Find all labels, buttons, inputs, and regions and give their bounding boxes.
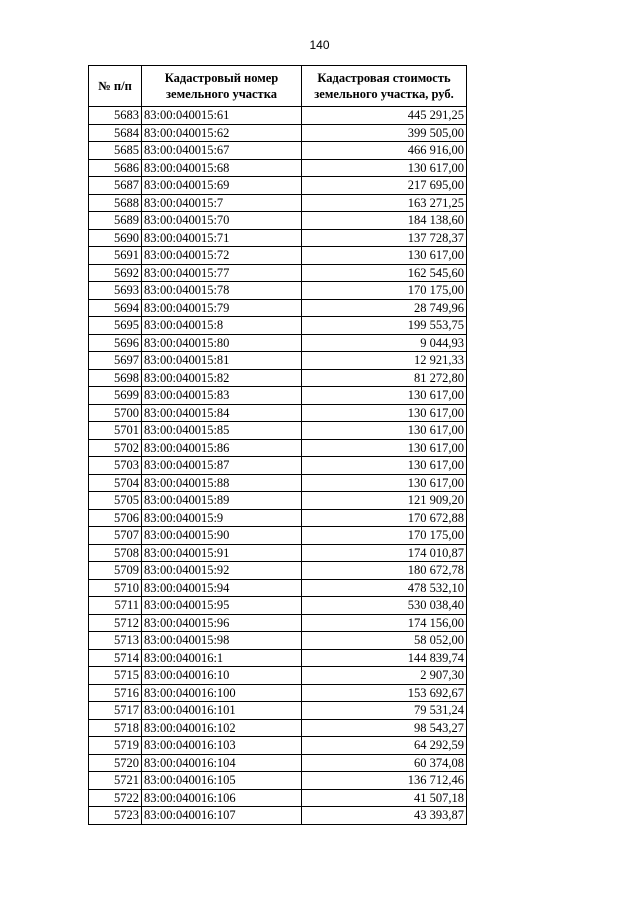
table-row: [89, 369, 467, 387]
table-row: [89, 474, 467, 492]
cadastral-value-cell: 130 617,00: [302, 422, 467, 440]
cadastral-number-cell: 83:00:040015:68: [142, 159, 302, 177]
row-number-cell: 5695: [89, 317, 142, 335]
column-header-cadastral-number: Кадастровый номер земельного участка: [142, 66, 302, 107]
row-number-cell: 5685: [89, 142, 142, 160]
row-number-cell: 5709: [89, 562, 142, 580]
cadastral-value-cell: 43 393,87: [302, 807, 467, 825]
table-row: [89, 107, 467, 125]
column-header-number: № п/п: [89, 66, 142, 107]
cadastral-value-cell: 144 839,74: [302, 649, 467, 667]
cadastral-number-cell: 83:00:040015:96: [142, 614, 302, 632]
row-number-cell: 5706: [89, 509, 142, 527]
table-row: [89, 212, 467, 230]
cadastral-value-cell: 170 175,00: [302, 527, 467, 545]
cadastral-number-cell: 83:00:040015:88: [142, 474, 302, 492]
cadastral-number-cell: 83:00:040016:101: [142, 702, 302, 720]
table-row: [89, 124, 467, 142]
cadastral-number-cell: 83:00:040015:69: [142, 177, 302, 195]
cadastral-value-cell: 170 175,00: [302, 282, 467, 300]
table-row: [89, 789, 467, 807]
cadastral-number-cell: 83:00:040016:100: [142, 684, 302, 702]
cadastral-value-cell: 130 617,00: [302, 387, 467, 405]
cadastral-number-cell: 83:00:040015:61: [142, 107, 302, 125]
table-row: [89, 719, 467, 737]
cadastral-value-cell: 163 271,25: [302, 194, 467, 212]
cadastral-value-cell: 12 921,33: [302, 352, 467, 370]
row-number-cell: 5704: [89, 474, 142, 492]
row-number-cell: 5690: [89, 229, 142, 247]
cadastral-value-cell: 162 545,60: [302, 264, 467, 282]
table-row: [89, 247, 467, 265]
table-row: [89, 439, 467, 457]
cadastral-number-cell: 83:00:040015:90: [142, 527, 302, 545]
row-number-cell: 5693: [89, 282, 142, 300]
cadastral-value-cell: 399 505,00: [302, 124, 467, 142]
cadastral-value-cell: 136 712,46: [302, 772, 467, 790]
row-number-cell: 5698: [89, 369, 142, 387]
table-row: [89, 142, 467, 160]
cadastral-number-cell: 83:00:040015:81: [142, 352, 302, 370]
row-number-cell: 5712: [89, 614, 142, 632]
row-number-cell: 5723: [89, 807, 142, 825]
cadastral-value-cell: 2 907,30: [302, 667, 467, 685]
cadastral-value-cell: 64 292,59: [302, 737, 467, 755]
row-number-cell: 5702: [89, 439, 142, 457]
table-row: [89, 457, 467, 475]
row-number-cell: 5707: [89, 527, 142, 545]
table-row: [89, 579, 467, 597]
cadastral-number-cell: 83:00:040015:94: [142, 579, 302, 597]
table-row: [89, 229, 467, 247]
row-number-cell: 5716: [89, 684, 142, 702]
cadastral-value-cell: 445 291,25: [302, 107, 467, 125]
table-row: [89, 194, 467, 212]
cadastral-value-cell: 170 672,88: [302, 509, 467, 527]
cadastral-value-cell: 130 617,00: [302, 474, 467, 492]
cadastral-value-cell: 41 507,18: [302, 789, 467, 807]
row-number-cell: 5720: [89, 754, 142, 772]
cadastral-number-cell: 83:00:040015:89: [142, 492, 302, 510]
cadastral-value-cell: 174 010,87: [302, 544, 467, 562]
cadastral-value-cell: 130 617,00: [302, 439, 467, 457]
cadastral-number-cell: 83:00:040015:98: [142, 632, 302, 650]
page-number: 140: [309, 38, 330, 52]
cadastral-value-cell: 79 531,24: [302, 702, 467, 720]
cadastral-number-cell: 83:00:040015:7: [142, 194, 302, 212]
cadastral-value-cell: 184 138,60: [302, 212, 467, 230]
row-number-cell: 5714: [89, 649, 142, 667]
row-number-cell: 5722: [89, 789, 142, 807]
cadastral-number-cell: 83:00:040015:70: [142, 212, 302, 230]
table-row: [89, 737, 467, 755]
cadastral-number-cell: 83:00:040015:79: [142, 299, 302, 317]
cadastral-number-cell: 83:00:040015:84: [142, 404, 302, 422]
row-number-cell: 5705: [89, 492, 142, 510]
cadastral-number-cell: 83:00:040016:10: [142, 667, 302, 685]
table-row: [89, 159, 467, 177]
cadastral-number-cell: 83:00:040015:87: [142, 457, 302, 475]
table-row: [89, 614, 467, 632]
table-header-row: [89, 66, 467, 107]
row-number-cell: 5711: [89, 597, 142, 615]
table-row: [89, 177, 467, 195]
table-row: [89, 352, 467, 370]
row-number-cell: 5684: [89, 124, 142, 142]
cadastral-number-cell: 83:00:040016:102: [142, 719, 302, 737]
cadastral-value-cell: 153 692,67: [302, 684, 467, 702]
cadastral-number-cell: 83:00:040015:83: [142, 387, 302, 405]
cadastral-number-cell: 83:00:040015:77: [142, 264, 302, 282]
row-number-cell: 5691: [89, 247, 142, 265]
table-row: [89, 702, 467, 720]
cadastral-number-cell: 83:00:040015:95: [142, 597, 302, 615]
cadastral-number-cell: 83:00:040015:85: [142, 422, 302, 440]
cadastral-value-cell: 199 553,75: [302, 317, 467, 335]
row-number-cell: 5696: [89, 334, 142, 352]
row-number-cell: 5688: [89, 194, 142, 212]
cadastral-number-cell: 83:00:040015:91: [142, 544, 302, 562]
cadastral-value-cell: 28 749,96: [302, 299, 467, 317]
table-row: [89, 264, 467, 282]
cadastral-number-cell: 83:00:040016:1: [142, 649, 302, 667]
cadastral-value-cell: 130 617,00: [302, 457, 467, 475]
table-row: [89, 597, 467, 615]
table-row: [89, 632, 467, 650]
cadastral-number-cell: 83:00:040016:105: [142, 772, 302, 790]
cadastral-value-cell: 466 916,00: [302, 142, 467, 160]
row-number-cell: 5699: [89, 387, 142, 405]
row-number-cell: 5715: [89, 667, 142, 685]
cadastral-value-cell: 174 156,00: [302, 614, 467, 632]
row-number-cell: 5721: [89, 772, 142, 790]
cadastral-number-cell: 83:00:040015:8: [142, 317, 302, 335]
cadastral-value-cell: 58 052,00: [302, 632, 467, 650]
row-number-cell: 5708: [89, 544, 142, 562]
cadastral-number-cell: 83:00:040016:104: [142, 754, 302, 772]
column-header-cadastral-value: Кадастровая стоимость земельного участка, руб.: [302, 66, 467, 107]
row-number-cell: 5692: [89, 264, 142, 282]
table-row: [89, 649, 467, 667]
cadastral-number-cell: 83:00:040015:80: [142, 334, 302, 352]
cadastral-value-cell: 137 728,37: [302, 229, 467, 247]
table-row: [89, 299, 467, 317]
cadastral-number-cell: 83:00:040016:103: [142, 737, 302, 755]
row-number-cell: 5686: [89, 159, 142, 177]
cadastral-value-cell: 81 272,80: [302, 369, 467, 387]
table-body: [89, 107, 467, 825]
cadastral-number-cell: 83:00:040015:67: [142, 142, 302, 160]
table-row: [89, 684, 467, 702]
cadastral-value-cell: 217 695,00: [302, 177, 467, 195]
cadastral-number-cell: 83:00:040015:82: [142, 369, 302, 387]
cadastral-value-cell: 130 617,00: [302, 159, 467, 177]
cadastral-number-cell: 83:00:040015:78: [142, 282, 302, 300]
cadastral-value-cell: 530 038,40: [302, 597, 467, 615]
cadastral-value-cell: 180 672,78: [302, 562, 467, 580]
cadastral-value-cell: 60 374,08: [302, 754, 467, 772]
cadastral-number-cell: 83:00:040015:72: [142, 247, 302, 265]
row-number-cell: 5694: [89, 299, 142, 317]
table-row: [89, 667, 467, 685]
table-row: [89, 562, 467, 580]
table-row: [89, 334, 467, 352]
table-row: [89, 422, 467, 440]
table-row: [89, 282, 467, 300]
cadastral-number-cell: 83:00:040016:107: [142, 807, 302, 825]
table-row: [89, 317, 467, 335]
table-row: [89, 807, 467, 825]
row-number-cell: 5687: [89, 177, 142, 195]
row-number-cell: 5683: [89, 107, 142, 125]
row-number-cell: 5700: [89, 404, 142, 422]
cadastral-number-cell: 83:00:040015:71: [142, 229, 302, 247]
cadastral-value-cell: 130 617,00: [302, 404, 467, 422]
table-row: [89, 509, 467, 527]
cadastral-value-cell: 478 532,10: [302, 579, 467, 597]
table-row: [89, 754, 467, 772]
cadastral-value-cell: 121 909,20: [302, 492, 467, 510]
row-number-cell: 5697: [89, 352, 142, 370]
table-row: [89, 492, 467, 510]
cadastral-number-cell: 83:00:040015:9: [142, 509, 302, 527]
table-row: [89, 404, 467, 422]
cadastral-value-cell: 9 044,93: [302, 334, 467, 352]
cadastral-number-cell: 83:00:040016:106: [142, 789, 302, 807]
table-row: [89, 772, 467, 790]
table-row: [89, 387, 467, 405]
cadastral-value-table: [88, 65, 467, 825]
cadastral-value-cell: 130 617,00: [302, 247, 467, 265]
cadastral-number-cell: 83:00:040015:86: [142, 439, 302, 457]
row-number-cell: 5701: [89, 422, 142, 440]
row-number-cell: 5717: [89, 702, 142, 720]
row-number-cell: 5703: [89, 457, 142, 475]
row-number-cell: 5713: [89, 632, 142, 650]
cadastral-number-cell: 83:00:040015:62: [142, 124, 302, 142]
table-row: [89, 527, 467, 545]
row-number-cell: 5689: [89, 212, 142, 230]
cadastral-value-cell: 98 543,27: [302, 719, 467, 737]
cadastral-number-cell: 83:00:040015:92: [142, 562, 302, 580]
row-number-cell: 5710: [89, 579, 142, 597]
table-row: [89, 544, 467, 562]
row-number-cell: 5719: [89, 737, 142, 755]
row-number-cell: 5718: [89, 719, 142, 737]
